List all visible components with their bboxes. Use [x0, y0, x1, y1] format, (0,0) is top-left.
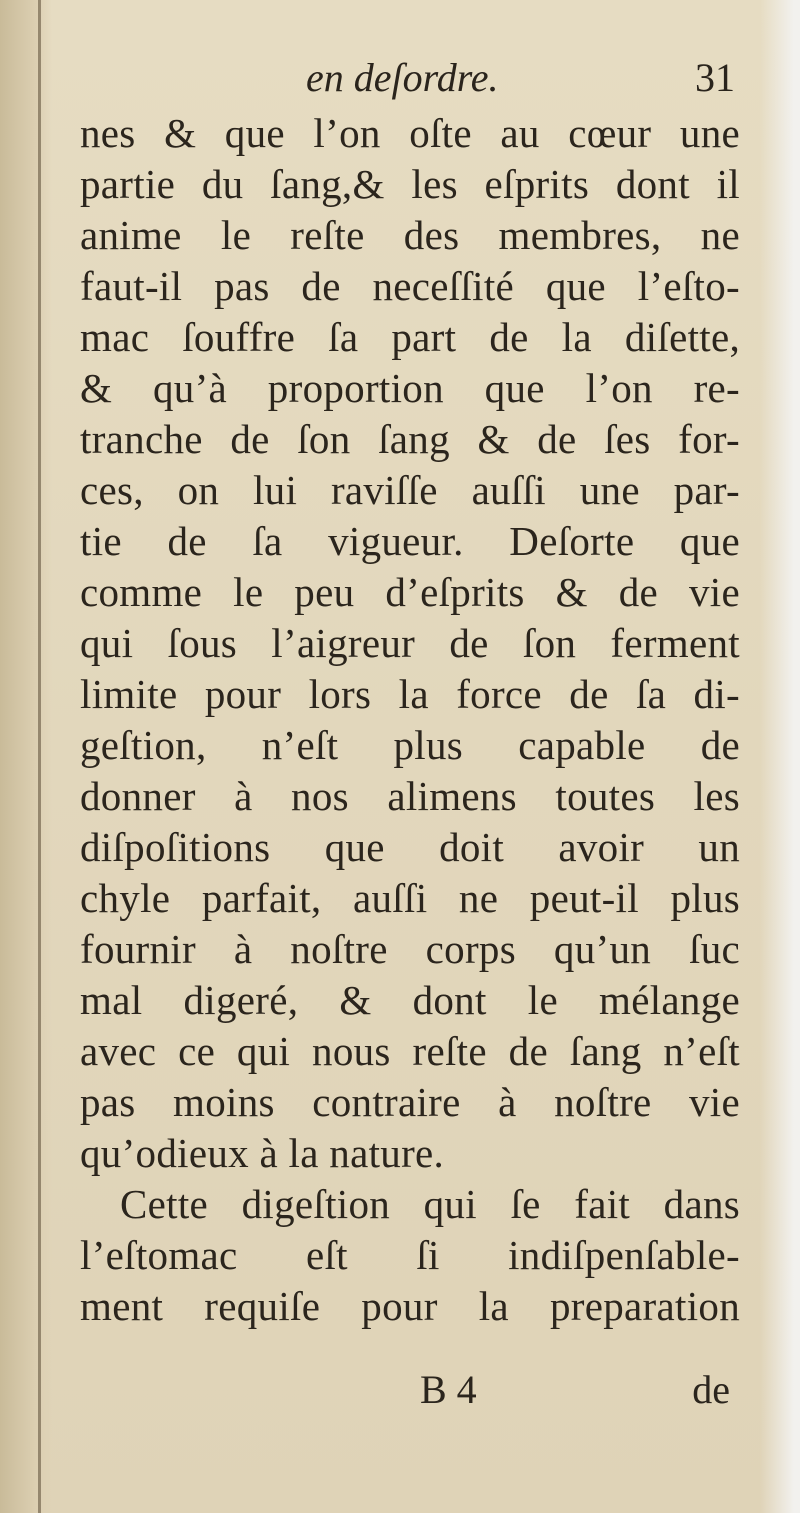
text-line: donner à nos alimens toutes les: [80, 773, 740, 819]
text-line: l’eſtomac eſt ſi indiſpenſable-: [80, 1232, 740, 1278]
text-line: nes & que l’on oſte au cœur une: [80, 110, 740, 156]
text-line: chyle parfait, auſſi ne peut-il plus: [80, 875, 740, 921]
signature-mark: B 4: [420, 1367, 477, 1412]
text-line: & qu’à proportion que l’on re-: [80, 365, 740, 411]
catchword: de: [692, 1367, 730, 1412]
text-line: anime le reſte des membres, ne: [80, 212, 740, 258]
text-line: qu’odieux à la nature.: [80, 1130, 445, 1176]
text-line: fournir à noſtre corps qu’un ſuc: [80, 926, 740, 972]
page-number: 31: [695, 55, 735, 100]
text-line: qui ſous l’aigreur de ſon ferment: [80, 620, 740, 666]
text-line: comme le peu d’eſprits & de vie: [80, 569, 740, 615]
running-title: en deſordre.: [306, 55, 499, 100]
text-line: tranche de ſon ſang & de ſes for-: [80, 416, 740, 462]
text-line: avec ce qui nous reſte de ſang n’eſt: [80, 1028, 740, 1074]
page-binding-shadow: [0, 0, 52, 1513]
body-text: [80, 108, 740, 1332]
page-footer: [80, 1360, 740, 1420]
text-line: geſtion, n’eſt plus capable de: [80, 722, 740, 768]
text-line: ces, on lui raviſſe auſſi une par-: [80, 467, 740, 513]
text-line: mac ſouffre ſa part de la diſette,: [80, 314, 740, 360]
text-line: Cette digeſtion qui ſe fait dans: [120, 1181, 740, 1227]
text-line: diſpoſitions que doit avoir un: [80, 824, 740, 870]
text-line: ment requiſe pour la preparation: [80, 1283, 740, 1329]
text-line: tie de ſa vigueur. Deſorte que: [80, 518, 740, 564]
text-line: faut-il pas de neceſſité que l’eſto-: [80, 263, 740, 309]
gutter-edge: [38, 0, 41, 1513]
page-edge: [760, 0, 800, 1513]
text-line: partie du ſang,& les eſprits dont il: [80, 161, 740, 207]
text-line: pas moins contraire à noſtre vie: [80, 1079, 740, 1125]
text-line: mal digeré, & dont le mélange: [80, 977, 740, 1023]
text-line: limite pour lors la force de ſa di-: [80, 671, 740, 717]
page-header: [80, 48, 740, 108]
